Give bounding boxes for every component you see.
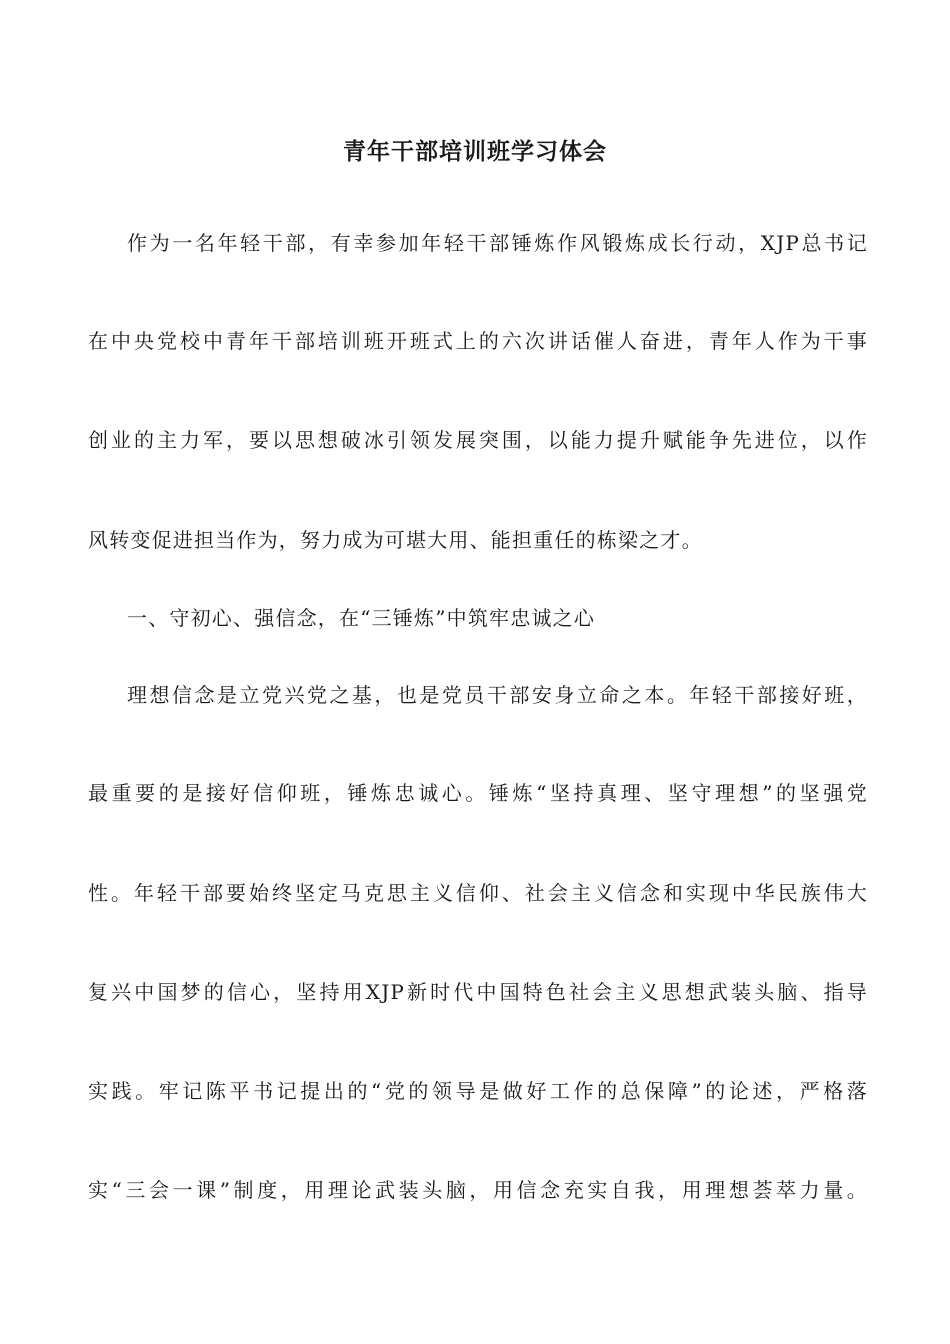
paragraph-line: 在中央党校中青年干部培训班开班式上的六次讲话催人奋进，青年人作为干事 [88,329,868,353]
section-heading: 一、守初心、强信念，在“三锤炼”中筑牢忠诚之心 [127,606,596,630]
paragraph-line: 理想信念是立党兴党之基，也是党员干部安身立命之本。年轻干部接好班， [127,683,868,707]
paragraph-line: 创业的主力军，要以思想破冰引领发展突围，以能力提升赋能争先进位，以作 [88,428,868,452]
paragraph-line: 风转变促进担当作为，努力成为可堪大用、能担重任的栋梁之才。 [88,528,703,552]
paragraph-line: 性。年轻干部要始终坚定马克思主义信仰、社会主义信念和实现中华民族伟大 [88,881,868,905]
paragraph-line: 复兴中国梦的信心，坚持用XJP新时代中国特色社会主义思想武装头脑、指导 [88,980,868,1004]
paragraph-line: 实践。牢记陈平书记提出的“党的领导是做好工作的总保障”的论述，严格落 [88,1079,868,1103]
paragraph-line: 实“三会一课”制度，用理论武装头脑，用信念充实自我，用理想荟萃力量。 [88,1178,868,1202]
document-title: 青年干部培训班学习体会 [343,138,607,165]
paragraph-line: 最重要的是接好信仰班，锤炼忠诚心。锤炼“坚持真理、坚守理想”的坚强党 [88,781,868,805]
paragraph-line: 作为一名年轻干部，有幸参加年轻干部锤炼作风锻炼成长行动，XJP总书记 [127,231,868,255]
